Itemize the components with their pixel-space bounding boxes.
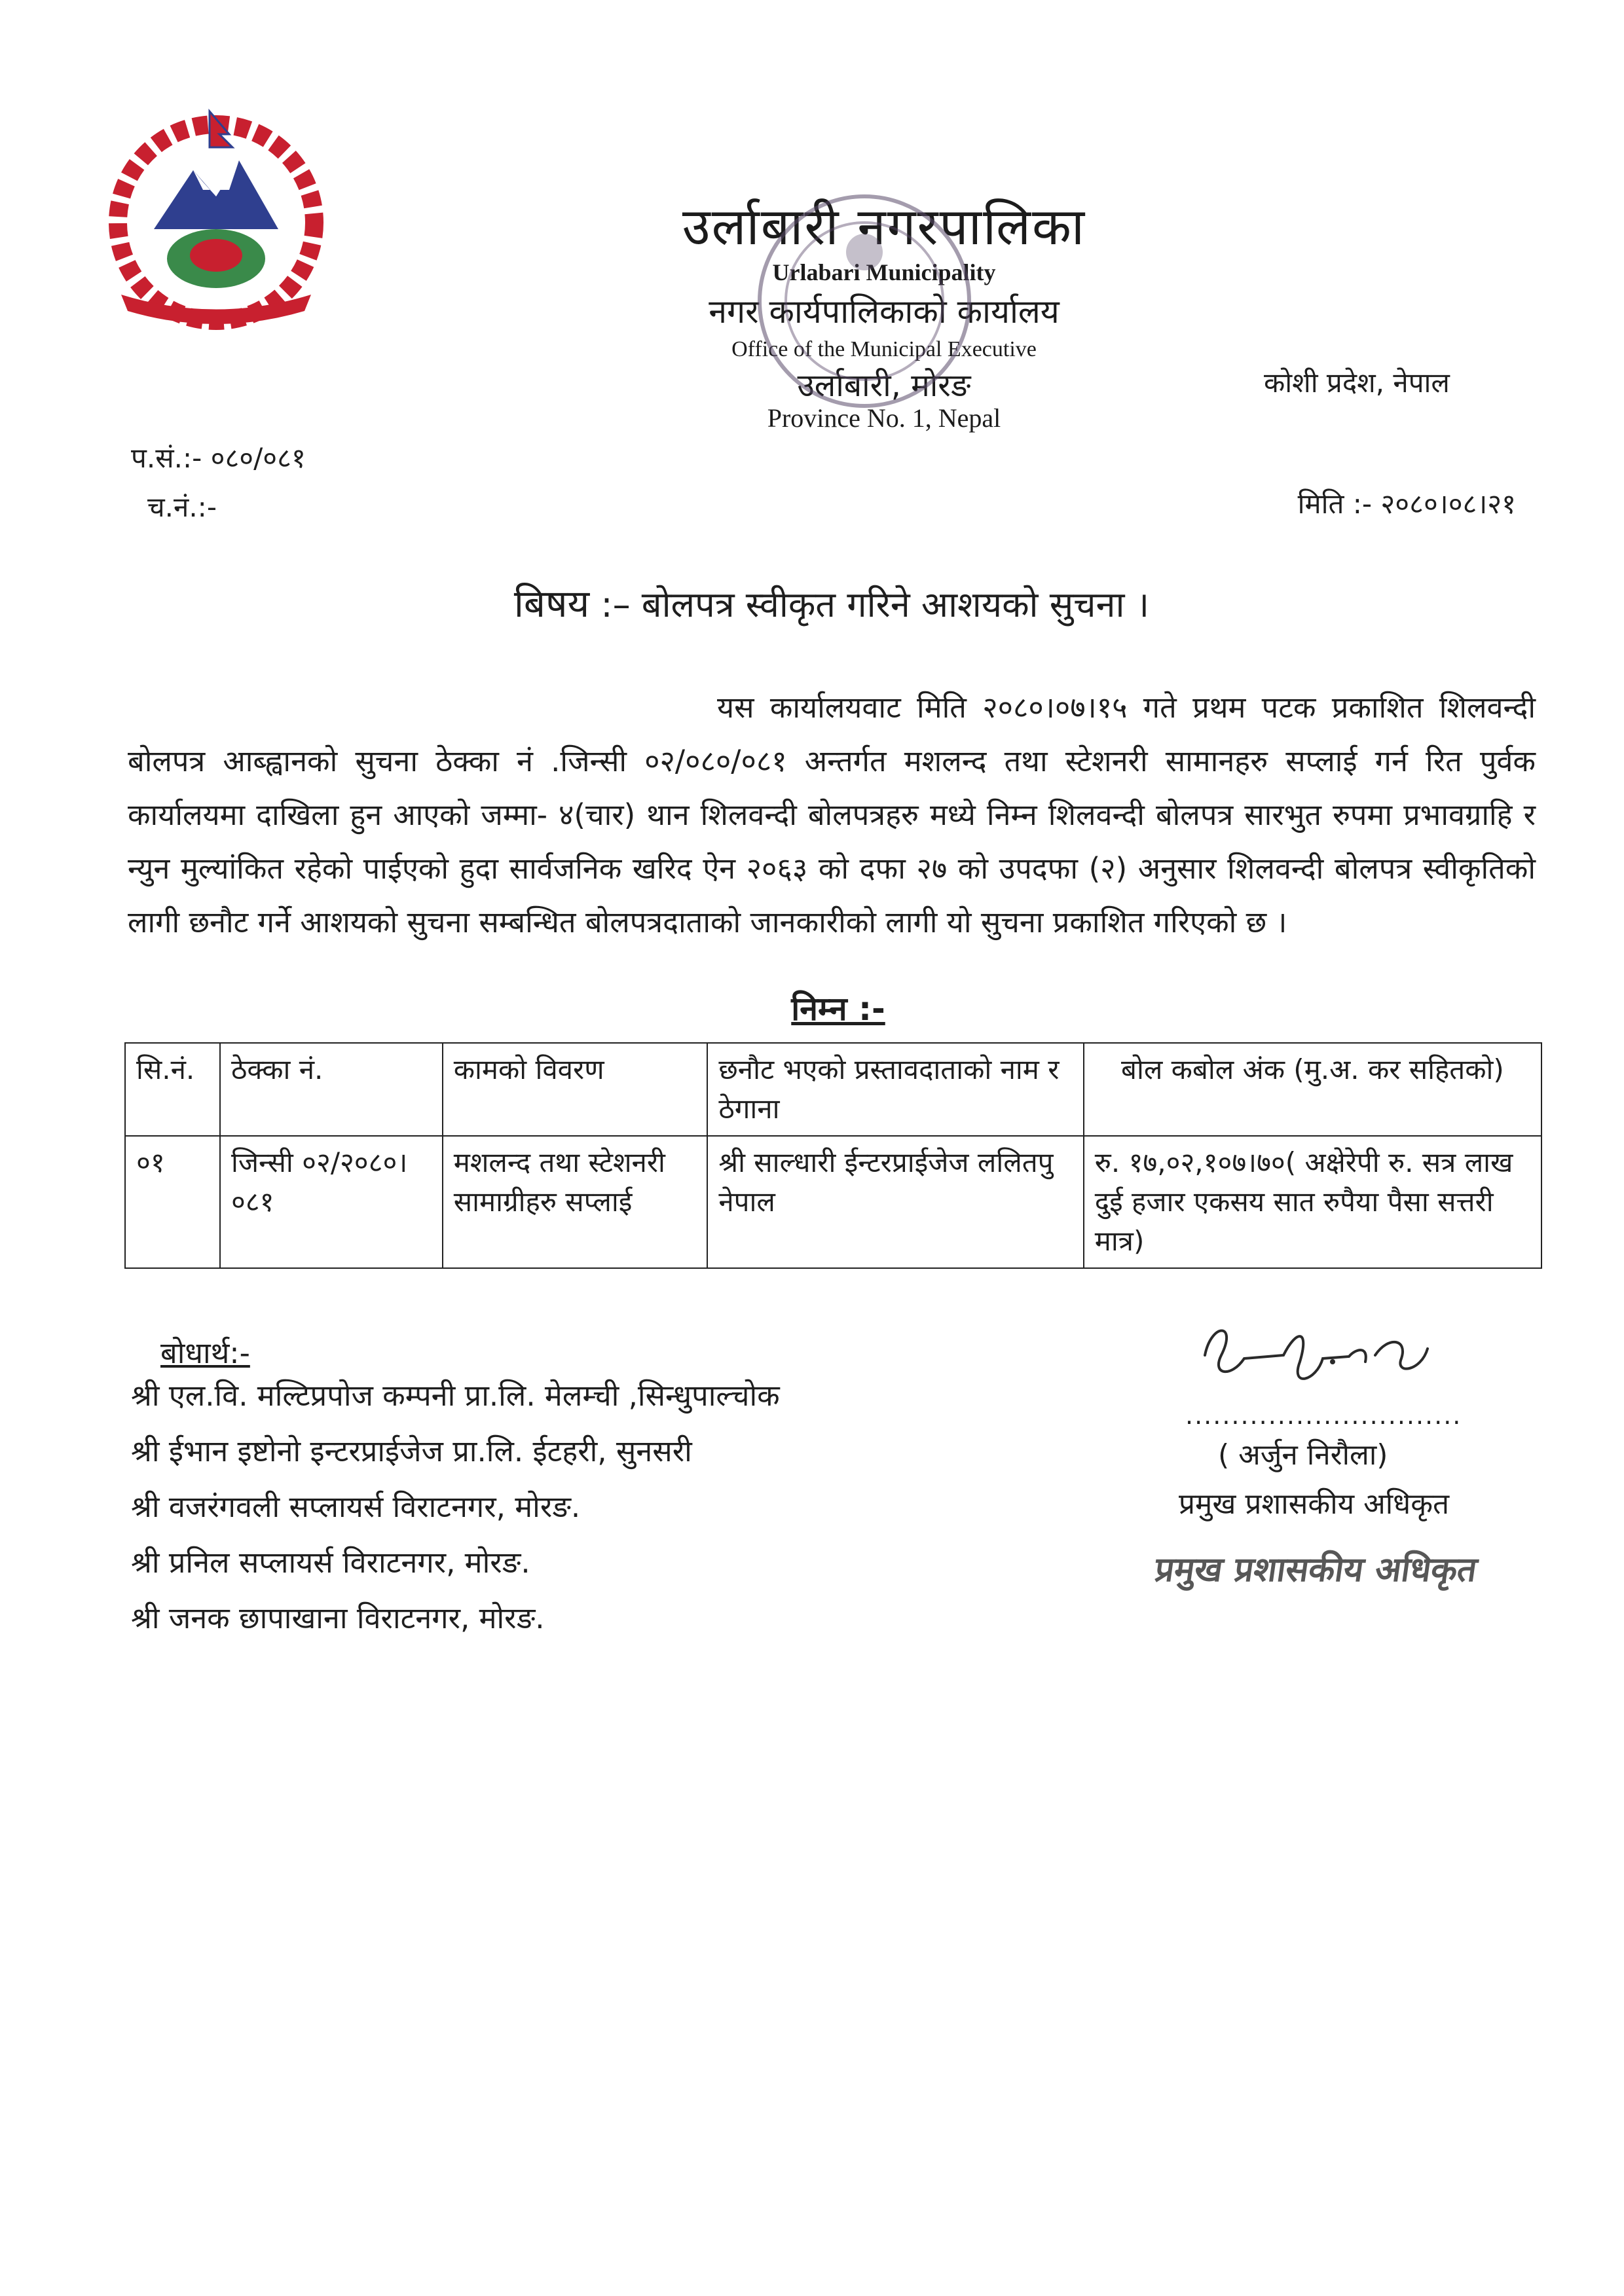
table-heading: निम्न :-	[791, 990, 885, 1028]
subject-text: :– बोलपत्र स्वीकृत गरिने आशयको सुचना ।	[600, 584, 1150, 625]
table-header-cell: बोल कबोल अंक (मु.अ. कर सहितको)	[1084, 1043, 1541, 1136]
body-text: यस कार्यालयवाट मिति २०८०।०७।१५ गते प्रथम पटक प्रकाशित शिलवन्दी बोलपत्र आब्ह्वानको सुचना ठेक्का नं .जिन्सी ०२/०८०/०८१ अन्तर्गत मशलन्द तथा स्टेशनरी सामानहरु सप्लाई गर्न रित पुर्वक कार्यालयमा दाखिला हुन आएको जम्मा- ४(चार) थान शिलवन्दी बोलपत्रहरु मध्ये निम्न शिलवन्दी बोलपत्र सारभुत रुपमा प्रभावग्राहि र न्युन मुल्यांकित रहेको पाईएको हुदा सार्वजनिक खरिद ऐन २०६३ को दफा २७ को उपदफा (२) अनुसार शिलवन्दी बोलपत्र स्वीकृतिको लागी छनौट गर्ने आशयको सुचना सम्बन्धित बोलपत्रदाताको जानकारीको लागी यो सुचना प्रकाशित गरिएको छ ।	[128, 690, 1536, 939]
letter-date: मिति :- २०८०।०८।२१	[1297, 488, 1516, 520]
dispatch-number: च.नं.:-	[147, 491, 217, 523]
office-title-np: नगर कार्यपालिकाको कार्यालय	[709, 293, 1060, 331]
subject-line	[0, 576, 1624, 628]
table-header-cell: सि.नं.	[125, 1043, 220, 1136]
cc-label: बोधार्थ:-	[160, 1336, 250, 1370]
reference-number: प.सं.:- ०८०/०८१	[131, 442, 306, 474]
table-cell: ०१	[125, 1136, 220, 1268]
svg-text:प्रमुख प्रशासकीय अधिकृत: प्रमुख प्रशासकीय अधिकृत	[1153, 1550, 1480, 1590]
table-header-cell: कामको विवरण	[443, 1043, 708, 1136]
signatory-title: प्रमुख प्रशासकीय अधिकृत	[1179, 1487, 1450, 1521]
office-title-en: Office of the Municipal Executive	[731, 337, 1037, 361]
signature	[1192, 1309, 1441, 1394]
cc-recipient: श्री प्रनिल सप्लायर्स विराटनगर, मोरङ.	[131, 1545, 530, 1580]
municipality-title-np: उर्लाबारी नगरपालिका	[682, 198, 1086, 257]
cc-recipient: श्री वजरंगवली सप्लायर्स विराटनगर, मोरङ.	[131, 1489, 581, 1524]
location-np: उर्लाबारी, मोरङ	[797, 367, 971, 404]
cc-recipient: श्री जनक छापाखाना विराटनगर, मोरङ.	[131, 1601, 545, 1635]
designation-stamp	[1153, 1542, 1486, 1594]
cc-recipient: श्री एल.वि. मल्टिप्रपोज कम्पनी प्रा.लि. मेलम्ची ,सिन्धुपाल्चोक	[131, 1378, 780, 1413]
signatory-name: ( अर्जुन निरौला)	[1218, 1438, 1388, 1472]
province-np: कोशी प्रदेश, नेपाल	[1264, 367, 1450, 399]
table-header-cell: छनौट भएको प्रस्तावदाताको नाम र ठेगाना	[707, 1043, 1083, 1136]
table-cell: रु. १७,०२,१०७।७०( अक्षेरेपी रु. सत्र लाख दुई हजार एकसय सात रुपैया पैसा सत्तरी मात्र)	[1084, 1136, 1541, 1268]
municipality-title-en: Urlabari Municipality	[772, 259, 996, 285]
table-row	[125, 1136, 1541, 1268]
table-header-row	[125, 1043, 1541, 1136]
table-cell: मशलन्द तथा स्टेशनरी सामाग्रीहरु सप्लाई	[443, 1136, 708, 1268]
office-round-stamp	[727, 180, 1002, 422]
table-cell: श्री साल्धारी ईन्टरप्राईजेज ललितपु नेपाल	[707, 1136, 1083, 1268]
table-header-cell: ठेक्का नं.	[220, 1043, 443, 1136]
table-cell: जिन्सी ०२/२०८०।०८१	[220, 1136, 443, 1268]
cc-recipient: श्री ईभान इष्टोनो इन्टरप्राईजेज प्रा.लि. ईटहरी, सुनसरी	[131, 1434, 692, 1468]
province-en: Province No. 1, Nepal	[767, 403, 1001, 433]
signature-line: ..............................	[1185, 1401, 1462, 1430]
tender-table	[124, 1042, 1542, 1269]
subject-label: बिषय	[513, 581, 590, 626]
body-paragraph	[128, 681, 1536, 949]
